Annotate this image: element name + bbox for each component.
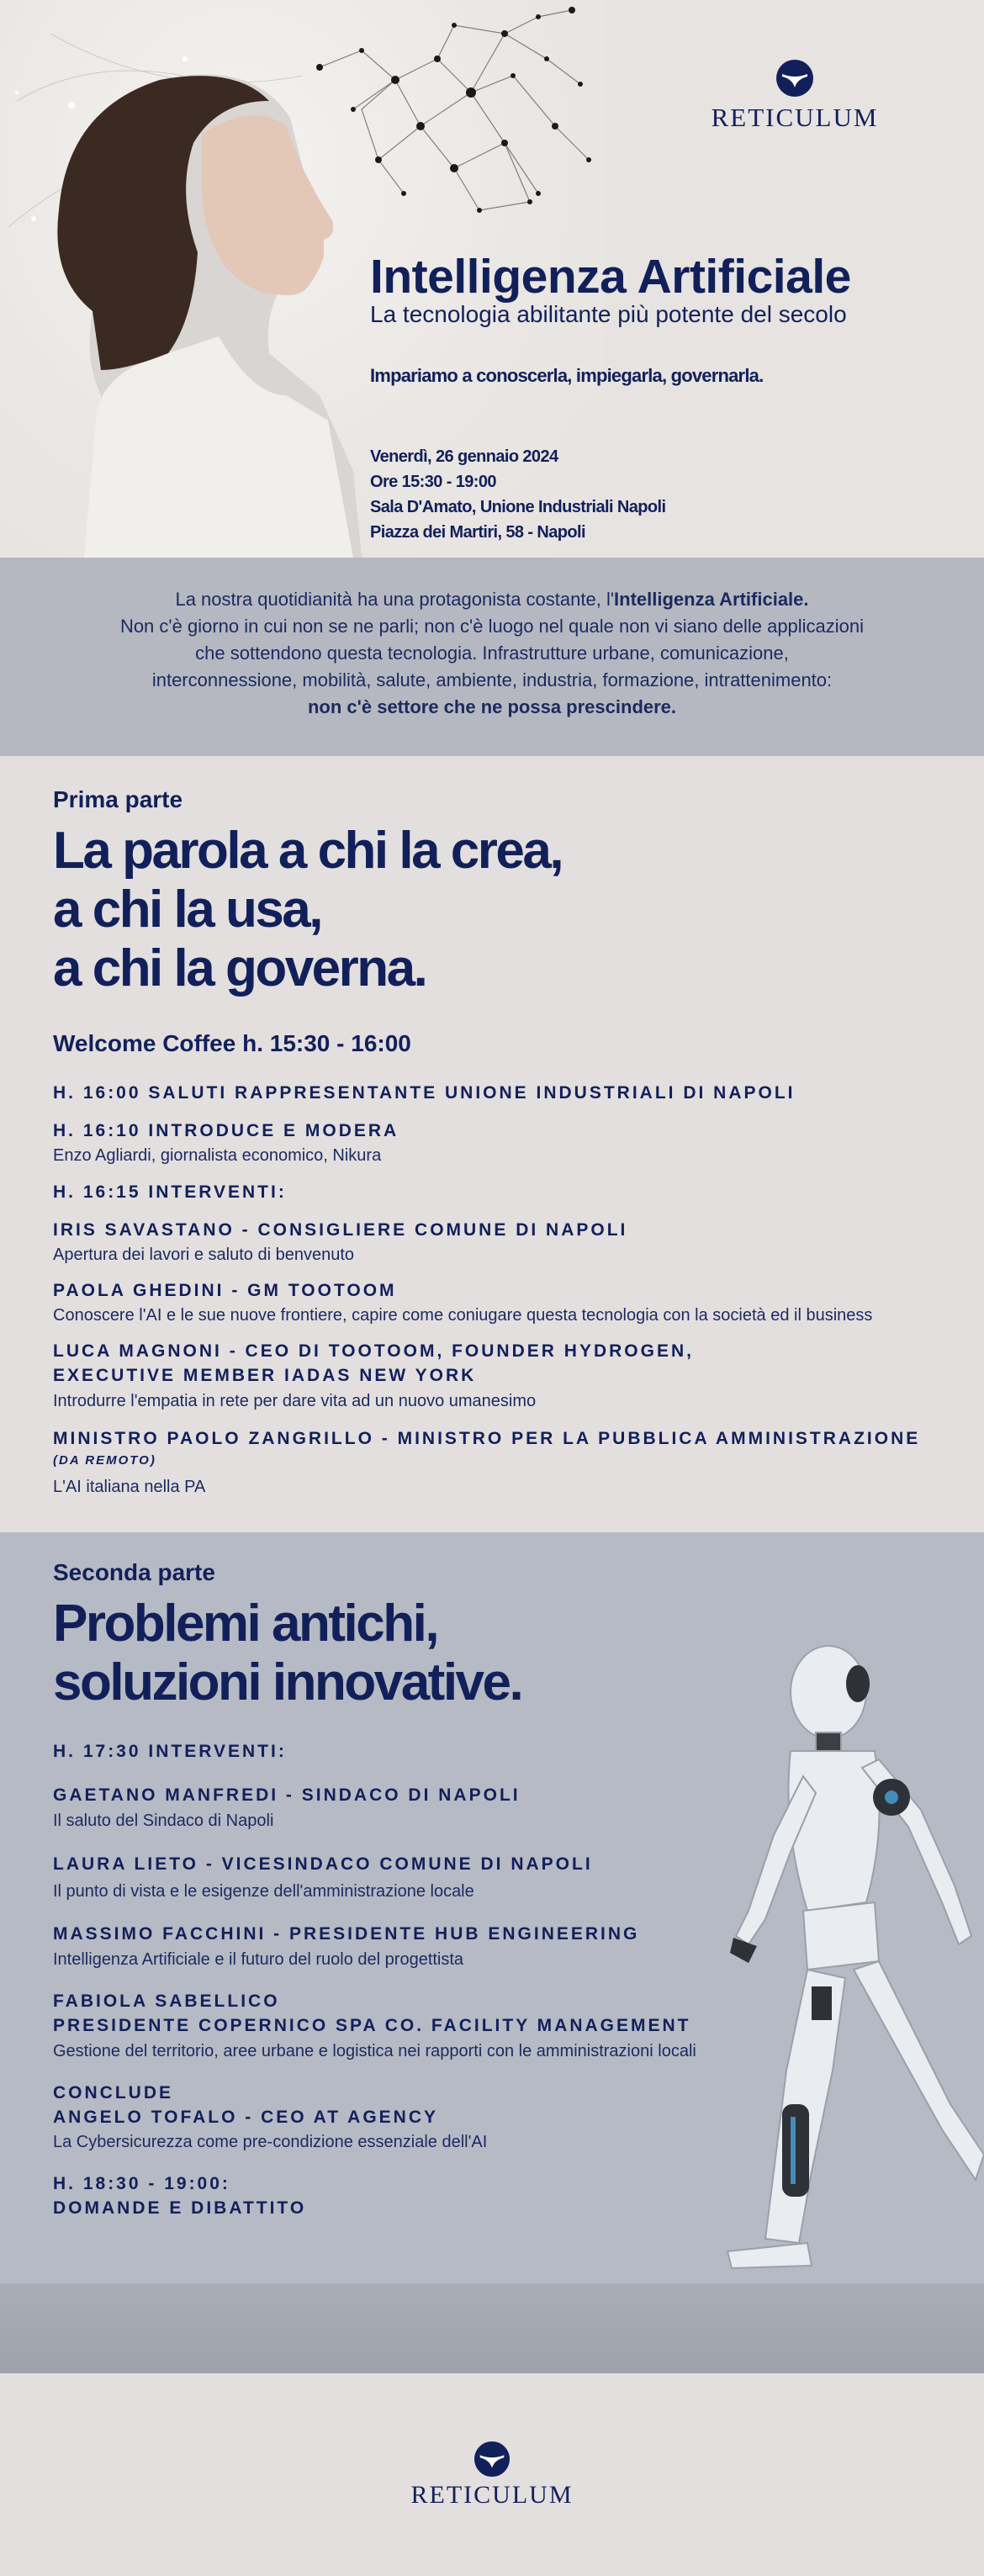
speaker-description: Intelligenza Artificiale e il futuro del ruolo del progettista xyxy=(53,1950,464,1969)
agenda-item-talks-heading: H. 17:30 INTERVENTI: xyxy=(53,1742,287,1761)
intro-line-5: non c'è settore che ne possa prescindere. xyxy=(307,696,677,717)
headline-line: a chi la governa. xyxy=(53,939,426,997)
part-two-label: Seconda parte xyxy=(53,1559,215,1585)
intro-band xyxy=(0,558,984,756)
event-motto: Impariamo a conoscerla, impiegarla, governarla. xyxy=(370,365,764,386)
intro-line-4: interconnessione, mobilità, salute, ambiente, industria, formazione, intrattenimento: xyxy=(151,669,833,690)
intro-line-1: La nostra quotidianità ha una protagonista costante, l' xyxy=(175,589,615,610)
speaker-description: La Cybersicurezza come pre-condizione essenziale dell'AI xyxy=(53,2133,488,2151)
agenda-item-qa xyxy=(53,2171,306,2220)
qa-line: H. 18:30 - 19:00: xyxy=(53,2174,230,2193)
event-address: Piazza dei Martiri, 58 - Napoli xyxy=(370,523,585,542)
event-details xyxy=(370,444,665,545)
speaker-ghedini: PAOLA GHEDINI - GM TOOTOOM xyxy=(53,1281,397,1300)
speaker-line: EXECUTIVE MEMBER IADAS NEW YORK xyxy=(53,1366,477,1385)
speaker-line: FABIOLA SABELLICO xyxy=(53,1992,280,2011)
speaker-description: Conoscere l'AI e le sue nuove frontiere, capire come coniugare questa tecnologia con la società ed il business xyxy=(53,1306,873,1325)
speaker-savastano: IRIS SAVASTANO - CONSIGLIERE COMUNE DI NAPOLI xyxy=(53,1220,628,1240)
qa-line: DOMANDE E DIBATTITO xyxy=(53,2198,307,2218)
footer xyxy=(0,2373,984,2576)
brand-wordmark: RETICULUM xyxy=(410,2481,574,2509)
intro-line-3: che sottendono questa tecnologia. Infrastrutture urbane, comunicazione, xyxy=(195,643,789,664)
speaker-description: Apertura dei lavori e saluto di benvenuto xyxy=(53,1246,355,1264)
speaker-facchini: MASSIMO FACCHINI - PRESIDENTE HUB ENGINEERING xyxy=(53,1924,640,1944)
brand-wordmark: RETICULUM xyxy=(711,103,879,132)
speaker-line: PRESIDENTE COPERNICO SPA CO. FACILITY MANAGEMENT xyxy=(53,2016,691,2035)
speaker-line: ANGELO TOFALO - CEO AT AGENCY xyxy=(53,2108,439,2127)
reticulum-logo-icon xyxy=(775,59,814,98)
intro-line-1-bold: Intelligenza Artificiale. xyxy=(614,589,809,610)
speaker-line: CONCLUDE xyxy=(53,2083,173,2103)
speaker-description: Il punto di vista e le esigenze dell'amministrazione locale xyxy=(53,1882,474,1901)
speaker-sabellico xyxy=(53,1989,691,2038)
part-one-section xyxy=(0,756,984,1532)
reticulum-logo xyxy=(698,59,891,133)
event-date: Venerdì, 26 gennaio 2024 xyxy=(370,447,558,466)
event-subtitle: La tecnologia abilitante più potente del secolo xyxy=(370,301,847,327)
speaker-description: Introdurre l'empatia in rete per dare vita ad un nuovo umanesimo xyxy=(53,1392,537,1410)
speaker-description: Il saluto del Sindaco di Napoli xyxy=(53,1812,274,1830)
hero-section xyxy=(0,0,984,558)
agenda-item-talks-heading: H. 16:15 INTERVENTI: xyxy=(53,1182,287,1202)
speaker-description: Gestione del territorio, aree urbane e logistica nei rapporti con le amministrazioni locali xyxy=(53,2042,696,2060)
agenda-item-greetings: H. 16:00 SALUTI RAPPRESENTANTE UNIONE INDUSTRIALI DI NAPOLI xyxy=(53,1083,796,1103)
remote-note: (DA REMOTO) xyxy=(53,1453,156,1468)
part-two-headline xyxy=(53,1595,521,1712)
intro-line-2: Non c'è giorno in cui non se ne parli; non c'è luogo nel quale non vi siano delle applicazioni xyxy=(119,616,865,637)
headline-line: Problemi antichi, xyxy=(53,1595,438,1653)
headline-line: soluzioni innovative. xyxy=(53,1653,522,1711)
intro-text xyxy=(0,586,984,721)
headline-line: La parola a chi la crea, xyxy=(53,822,563,880)
event-venue: Sala D'Amato, Unione Industriali Napoli xyxy=(370,498,666,516)
event-time: Ore 15:30 - 19:00 xyxy=(370,473,496,491)
reticulum-logo-icon xyxy=(473,2441,511,2478)
speaker-tofalo xyxy=(53,2081,438,2129)
speaker-lieto: LAURA LIETO - VICESINDACO COMUNE DI NAPOLI xyxy=(53,1854,593,1874)
event-title: Intelligenza Artificiale xyxy=(370,250,851,304)
speaker-zangrillo: MINISTRO PAOLO ZANGRILLO - MINISTRO PER LA PUBBLICA AMMINISTRAZIONE xyxy=(53,1429,921,1448)
welcome-coffee: Welcome Coffee h. 15:30 - 16:00 xyxy=(53,1030,411,1056)
reticulum-logo xyxy=(395,2441,589,2510)
part-one-headline xyxy=(53,822,562,998)
speaker-magnoni xyxy=(53,1339,694,1388)
agenda-item-description: Enzo Agliardi, giornalista economico, Nikura xyxy=(53,1146,382,1165)
walking-robot-image xyxy=(664,1633,984,2306)
speaker-manfredi: GAETANO MANFREDI - SINDACO DI NAPOLI xyxy=(53,1785,521,1805)
speaker-description: L'AI italiana nella PA xyxy=(53,1478,206,1496)
agenda-item-moderator: H. 16:10 INTRODUCE E MODERA xyxy=(53,1121,399,1140)
part-one-label: Prima parte xyxy=(53,786,183,812)
part-two-section xyxy=(0,1532,984,2373)
headline-line: a chi la usa, xyxy=(53,881,322,939)
speaker-line: LUCA MAGNONI - CEO DI TOOTOOM, FOUNDER HYDROGEN, xyxy=(53,1341,694,1361)
